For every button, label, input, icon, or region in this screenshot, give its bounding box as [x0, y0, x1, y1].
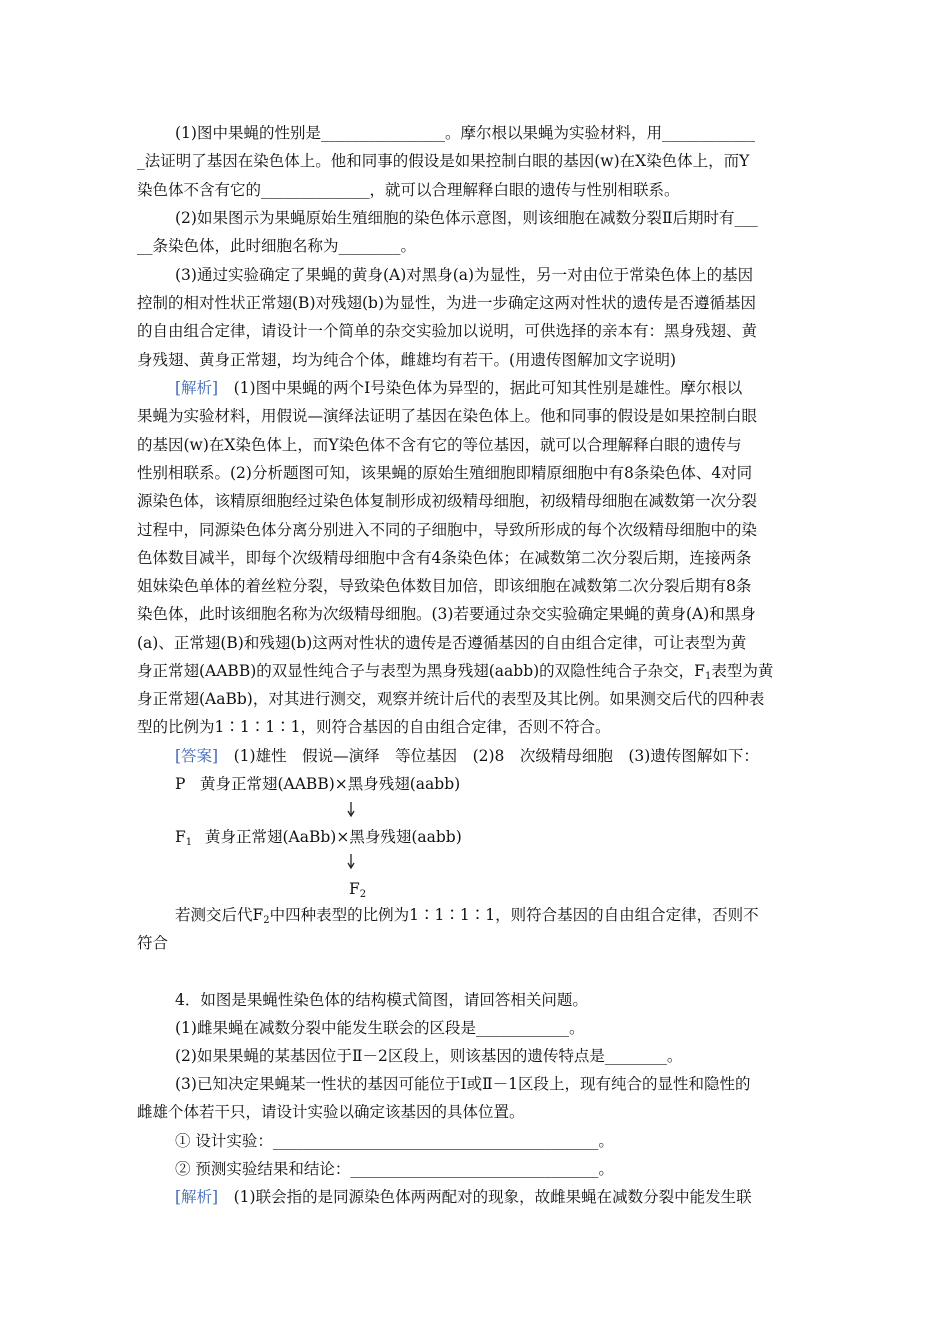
q3-analysis-line1	[175, 378, 742, 398]
cross-f2-label: $F_2$	[349, 880, 367, 900]
q3-part1-line1: (1)图中果蝇的性别是________________。摩尔根以果蝇为实验材料，用____________	[175, 124, 755, 142]
conclusion-line1: 若测交后代$F_2$中四种表型的比例为1∶1∶1∶1，则符合基因的自由组合定律，否则不	[175, 906, 759, 926]
q4-stem: 4．如图是果蝇性染色体的结构模式简图，请回答相关问题。	[175, 991, 588, 1009]
analysis-tag: [解析]	[175, 1188, 219, 1206]
q3-part3-line4: 身残翅、黄身正常翅，均为纯合个体，雌雄均有若干。(用遗传图解加文字说明)	[137, 351, 677, 369]
answer-tag: [答案]	[175, 747, 219, 765]
analysis-text: (1)联会指的是同源染色体两两配对的现象，故雌果蝇在减数分裂中能发生联	[218, 1188, 752, 1206]
q3-analysis-line10: (a)、正常翅(B)和残翅(b)这两对性状的遗传是否遵循基因的自由组合定律，可让表型为黄	[137, 634, 747, 652]
q4-design: ① 设计实验：__________________________________________。	[175, 1132, 614, 1150]
down-arrow-icon	[345, 853, 357, 871]
q4-item3-line1: (3)已知决定果蝇某一性状的基因可能位于Ⅰ或Ⅱ－1区段上，现有纯合的显性和隐性的	[175, 1075, 751, 1093]
q3-part2-line1: (2)如果图示为果蝇原始生殖细胞的染色体示意图，则该细胞在减数分裂Ⅱ后期时有___	[175, 209, 758, 227]
q3-analysis-line11: 身正常翅(AABB)的双显性纯合子与表型为黑身残翅(aabb)的双隐性纯合子杂交，$F_1$表型为黄	[137, 662, 774, 682]
analysis-text: (1)图中果蝇的两个Ⅰ号染色体为异型的，据此可知其性别是雄性。摩尔根以	[218, 379, 743, 397]
q3-analysis-line5: 源染色体，该精原细胞经过染色体复制形成初级精母细胞，初级精母细胞在减数第一次分裂	[137, 492, 758, 510]
q3-analysis-line13: 型的比例为1∶1∶1∶1，则符合基因的自由组合定律，否则不符合。	[137, 718, 611, 736]
q3-analysis-line9: 染色体，此时该细胞名称为次级精母细胞。(3)若要通过杂交实验确定果蝇的黄身(A)和黑身	[137, 605, 756, 623]
cross-f1-testcross: 黄身正常翅(AaBb)×黑身残翅(aabb)	[205, 828, 462, 846]
q3-part1-line3: 染色体不含有它的______________，就可以合理解释白眼的遗传与性别相联系。	[137, 181, 680, 199]
cross-p-parents: 黄身正常翅(AABB)×黑身残翅(aabb)	[200, 775, 461, 793]
answer-text: (1)雄性 假说—演绎 等位基因 (2)8 次级精母细胞 (3)遗传图解如下：	[218, 747, 759, 765]
q3-analysis-line8: 姐妹染色单体的着丝粒分裂，导致染色体数目加倍，即该细胞在减数第二次分裂后期有8条	[137, 577, 752, 595]
analysis-tag: [解析]	[175, 379, 219, 397]
q3-analysis-line7: 色体数目减半，即每个次级精母细胞中含有4条染色体；在减数第二次分裂后期，连接两条	[137, 549, 752, 567]
q3-analysis-line12: 身正常翅(AaBb)，对其进行测交，观察并统计后代的表型及其比例。如果测交后代的四种表	[137, 690, 765, 708]
conclusion-line2: 符合	[137, 934, 169, 952]
q3-analysis-line3: 的基因(w)在X染色体上，而Y染色体不含有它的等位基因，就可以合理解释白眼的遗传与	[137, 436, 742, 454]
q4-predict: ② 预测实验结果和结论：________________________________。	[175, 1160, 614, 1178]
q3-part1-line2: _法证明了基因在染色体上。他和同事的假设是如果控制白眼的基因(w)在X染色体上，而Y	[137, 152, 750, 170]
q3-part3-line3: 的自由组合定律，请设计一个简单的杂交实验加以说明，可供选择的亲本有：黑身残翅、黄	[137, 322, 758, 340]
q4-analysis-line1	[175, 1187, 752, 1207]
q3-answer-line1	[175, 746, 759, 766]
down-arrow-icon	[345, 801, 357, 819]
q3-analysis-line4: 性别相联系。(2)分析题图可知，该果蝇的原始生殖细胞即精原细胞中有8条染色体、4对同	[137, 464, 753, 482]
q3-part3-line1: (3)通过实验确定了果蝇的黄身(A)对黑身(a)为显性，另一对由位于常染色体上的基因	[175, 266, 754, 284]
q3-analysis-line6: 过程中，同源染色体分离分别进入不同的子细胞中，导致所形成的每个次级精母细胞中的染	[137, 521, 758, 539]
q4-item2: (2)如果果蝇的某基因位于Ⅱ－2区段上，则该基因的遗传特点是________。	[175, 1047, 683, 1065]
q3-analysis-line2: 果蝇为实验材料，用假说—演绎法证明了基因在染色体上。他和同事的假设是如果控制白眼	[137, 407, 758, 425]
q4-item1: (1)雌果蝇在减数分裂中能发生联会的区段是____________。	[175, 1019, 585, 1037]
q3-part3-line2: 控制的相对性状正常翅(B)对残翅(b)为显性，为进一步确定这两对性状的遗传是否遵循基因	[137, 294, 757, 312]
cross-p-label: P	[175, 775, 186, 793]
cross-f1-label: $F_1$	[175, 828, 193, 848]
q3-part2-line2: __条染色体，此时细胞名称为________。	[137, 237, 417, 255]
q4-item3-line2: 雌雄个体若干只，请设计实验以确定该基因的具体位置。	[137, 1103, 525, 1121]
